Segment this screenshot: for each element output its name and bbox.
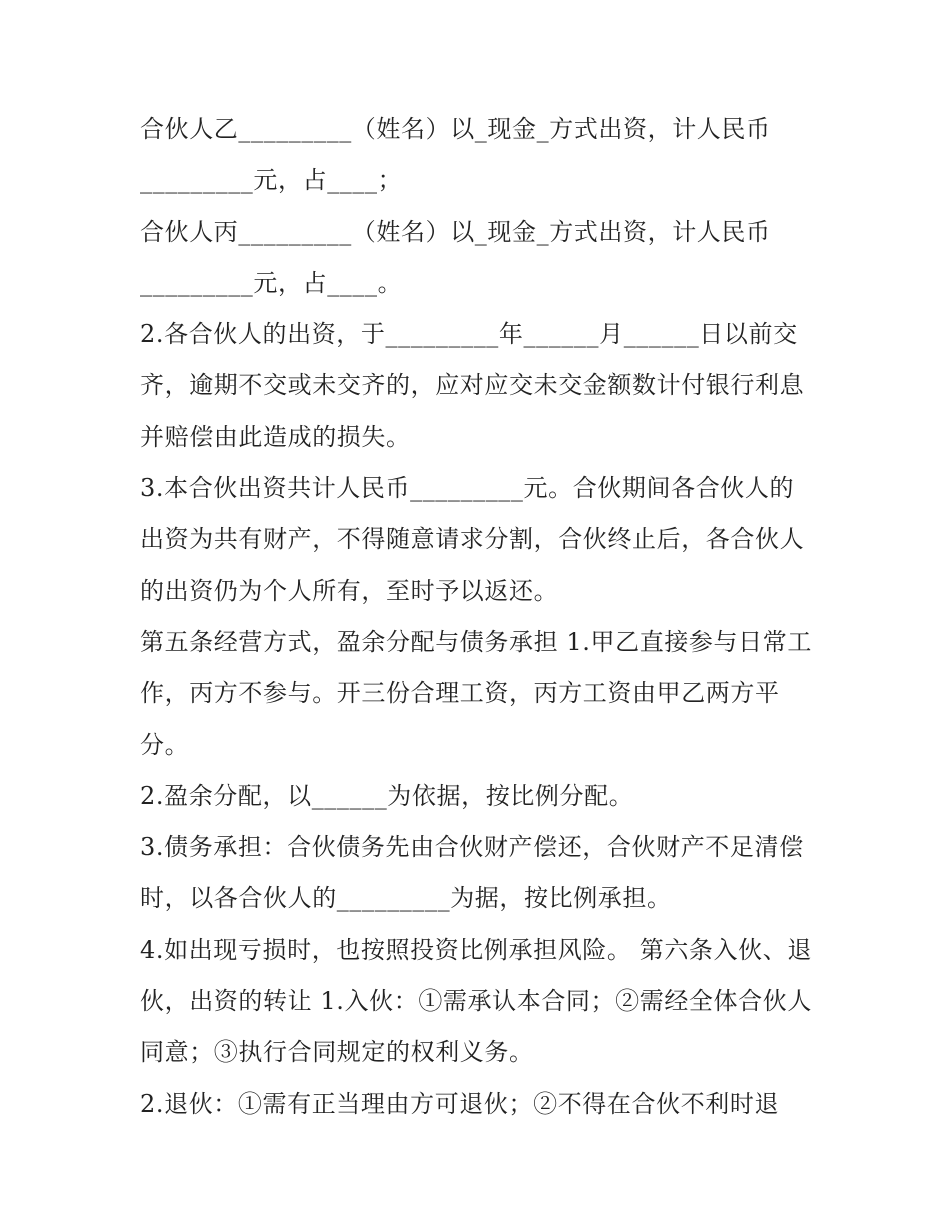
text-line: 合伙人丙_________（姓名）以_现金_方式出资，计人民币 — [140, 217, 771, 246]
text-line: 同意；③执行合同规定的权利义务。 — [140, 1038, 534, 1067]
text-line: _________元，占____； — [140, 166, 403, 195]
document-body — [140, 104, 830, 1130]
text-line: 2.盈余分配，以______为依据，按比例分配。 — [140, 781, 634, 810]
text-line: 合伙人乙_________（姓名）以_现金_方式出资，计人民币 — [140, 115, 771, 143]
text-line: 伙，出资的转让 1.入伙：①需承认本合同；②需经全体合伙人 — [140, 987, 812, 1016]
text-line: 第五条经营方式，盈余分配与债务承担 1.甲乙直接参与日常工 — [140, 627, 812, 656]
text-line: 齐，逾期不交或未交齐的，应对应交未交金额数计付银行利息 — [140, 371, 805, 400]
text-line: _________元，占____。 — [140, 268, 403, 297]
text-line: 分。 — [140, 730, 190, 759]
text-line: 4.如出现亏损时，也按照投资比例承担风险。 第六条入伙、退 — [140, 935, 812, 964]
text-line: 时，以各合伙人的_________为据，按比例承担。 — [140, 884, 672, 913]
text-line: 3.债务承担：合伙债务先由合伙财产偿还，合伙财产不足清偿 — [140, 833, 804, 862]
text-line: 2.退伙：①需有正当理由方可退伙；②不得在合伙不利时退 — [140, 1089, 780, 1118]
text-line: 3.本合伙出资共计人民币_________元。合伙期间各合伙人的 — [140, 474, 795, 503]
text-line: 出资为共有财产，不得随意请求分割，合伙终止后，各合伙人 — [140, 525, 805, 554]
text-line: 的出资仍为个人所有，至时予以返还。 — [140, 576, 559, 605]
text-line: 2.各合伙人的出资，于_________年______月______日以前交 — [140, 320, 798, 349]
text-line: 作，丙方不参与。开三份合理工资，丙方工资由甲乙两方平 — [140, 679, 780, 708]
text-line: 并赔偿由此造成的损失。 — [140, 422, 411, 451]
